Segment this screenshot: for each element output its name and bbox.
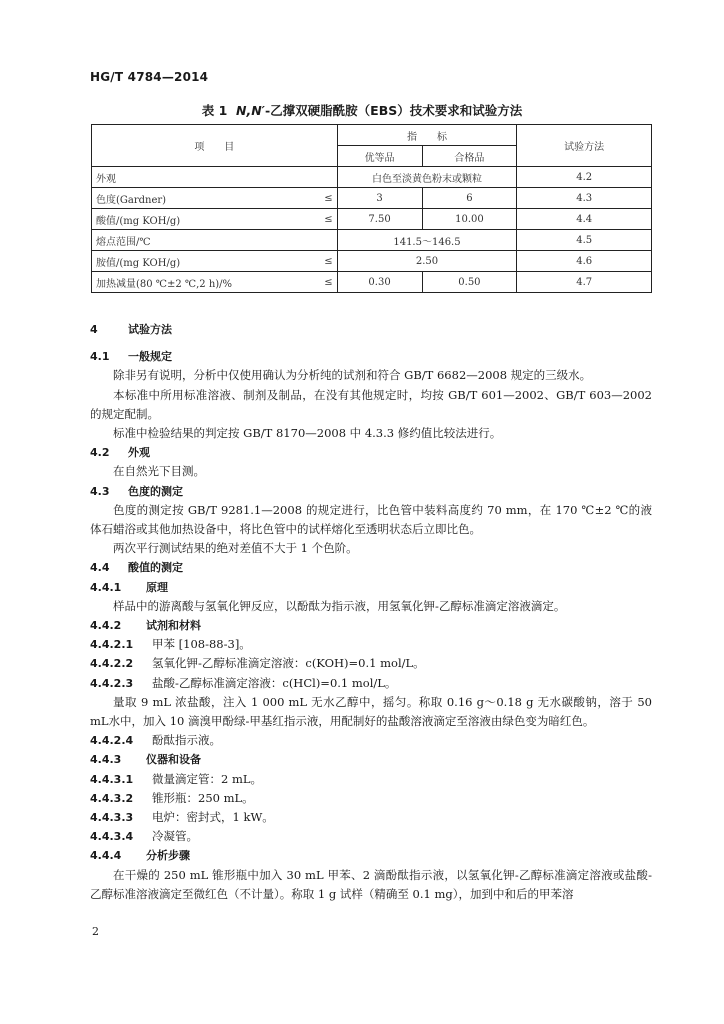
clause-number: 4.4.3.2 <box>90 791 134 805</box>
col-spec-header: 指 标 <box>337 125 517 146</box>
section-heading <box>90 347 652 366</box>
row-qualified-value: 0.50 <box>422 272 517 293</box>
section-number: 4.4 <box>90 561 110 575</box>
row-qualified-value: 6 <box>422 188 517 209</box>
paragraph: 在干燥的 250 mL 锥形瓶中加入 30 mL 甲苯、2 滴酚酞指示液，以氢氧化钾-乙醇标准滴定溶液或盐酸-乙醇标准溶液滴定至微红色（不计量）。称取 1 g 试样（精确至 0.1 mg），加到中和后的甲苯溶 <box>90 867 652 901</box>
row-item: 色度(Gardner) <box>92 188 314 209</box>
section-number: 4.1 <box>90 350 110 364</box>
table-row-color <box>92 188 652 209</box>
row-item: 胺值/(mg KOH/g) <box>92 251 314 272</box>
col-qualified-header: 合格品 <box>422 146 517 167</box>
clause <box>90 731 652 750</box>
document-body <box>90 318 652 904</box>
clause-text: 电炉：密封式，1 kW。 <box>152 810 274 825</box>
row-symbol: ≤ <box>313 272 337 293</box>
section-title: 酸值的测定 <box>128 561 183 575</box>
row-method: 4.7 <box>517 272 652 293</box>
table-row-melting-range <box>92 230 652 251</box>
col-superior-header: 优等品 <box>337 146 422 167</box>
row-superior-value: 0.30 <box>337 272 422 293</box>
row-superior-value: 7.50 <box>337 209 422 230</box>
row-item: 加热减量(80 ℃±2 ℃,2 h)/% <box>92 272 314 293</box>
row-qualified-value: 10.00 <box>422 209 517 230</box>
clause <box>90 674 652 693</box>
section-title: 一般规定 <box>128 350 172 364</box>
row-merged-value: 141.5～146.5 <box>337 230 517 251</box>
section-number: 4.4.2 <box>90 619 122 633</box>
row-symbol <box>313 167 337 188</box>
clause-text: 氢氧化钾-乙醇标准滴定溶液：c(KOH)=0.1 mol/L。 <box>152 656 425 671</box>
section-number: 4.3 <box>90 484 110 498</box>
spec-table <box>91 124 652 293</box>
section-number: 4.4.4 <box>90 849 122 863</box>
table-row-amine-value <box>92 251 652 272</box>
row-method: 4.2 <box>517 167 652 188</box>
row-item: 酸值/(mg KOH/g) <box>92 209 314 230</box>
paragraph: 两次平行测试结果的绝对差值不大于 1 个色阶。 <box>113 541 358 556</box>
clause-text: 锥形瓶：250 mL。 <box>152 790 254 805</box>
section-title: 分析步骤 <box>146 849 190 863</box>
subsection-heading <box>90 616 652 635</box>
clause-text: 冷凝管。 <box>152 829 198 844</box>
table-caption <box>0 101 724 119</box>
clause-number: 4.4.3.1 <box>90 772 134 786</box>
clause <box>90 770 652 789</box>
clause <box>90 654 652 673</box>
section-title: 仪器和设备 <box>146 753 201 767</box>
row-merged-value: 白色至淡黄色粉末或颗粒 <box>337 167 517 188</box>
clause-text: 盐酸-乙醇标准滴定溶液：c(HCl)=0.1 mol/L。 <box>152 675 397 690</box>
clause-number: 4.4.3.4 <box>90 830 134 844</box>
section-title: 色度的测定 <box>128 484 183 498</box>
table-caption-rest: -乙撑双硬脂酰胺（EBS）技术要求和试验方法 <box>264 103 523 118</box>
row-symbol <box>313 230 337 251</box>
table-caption-prefix: 表 1 <box>201 103 228 118</box>
subsection-heading <box>90 578 652 597</box>
section-number: 4.2 <box>90 446 110 460</box>
row-merged-value: 2.50 <box>337 251 517 272</box>
section-title: 外观 <box>128 446 150 460</box>
section-number: 4.4.3 <box>90 753 122 767</box>
clause <box>90 827 652 846</box>
subsection-heading <box>90 846 652 865</box>
clause-number: 4.4.2.2 <box>90 657 134 671</box>
clause <box>90 635 652 654</box>
clause <box>90 789 652 808</box>
paragraph: 标准中检验结果的判定按 GB/T 8170—2008 中 4.3.3 修约值比较法进行。 <box>113 426 502 441</box>
standard-code-header: HG/T 4784—2014 <box>90 70 209 84</box>
page-number: 2 <box>92 925 99 938</box>
table-row-heat-loss <box>92 272 652 293</box>
row-superior-value: 3 <box>337 188 422 209</box>
clause-text: 酚酞指示液。 <box>152 733 221 748</box>
row-item: 外观 <box>92 167 314 188</box>
section-heading <box>90 320 652 339</box>
row-method: 4.5 <box>517 230 652 251</box>
clause-text: 微量滴定管：2 mL。 <box>152 771 263 786</box>
paragraph: 样品中的游离酸与氢氧化钾反应，以酚酞为指示液，用氢氧化钾-乙醇标准滴定溶液滴定。 <box>113 598 566 613</box>
clause-text: 甲苯 [108-88-3]。 <box>152 637 251 652</box>
row-method: 4.3 <box>517 188 652 209</box>
row-method: 4.4 <box>517 209 652 230</box>
paragraph: 除非另有说明，分析中仅使用确认为分析纯的试剂和符合 GB/T 6682—2008 规定的三级水。 <box>113 368 592 383</box>
clause-number: 4.4.2.4 <box>90 734 134 748</box>
col-method-header: 试验方法 <box>517 125 652 167</box>
section-heading <box>90 443 652 462</box>
subsection-heading <box>90 750 652 769</box>
section-title: 试验方法 <box>128 323 172 336</box>
row-symbol: ≤ <box>313 188 337 209</box>
section-title: 原理 <box>146 580 168 594</box>
paragraph: 色度的测定按 GB/T 9281.1—2008 的规定进行，比色管中装料高度约 70 mm，在 170 ℃±2 ℃的液体石蜡浴或其他加热设备中，将比色管中的试样熔化至透明状态后立即比色。 <box>90 502 652 537</box>
row-symbol: ≤ <box>313 251 337 272</box>
section-number: 4 <box>90 323 98 336</box>
table-caption-italic: N,N′ <box>236 103 265 118</box>
paragraph: 量取 9 mL 浓盐酸，注入 1 000 mL 无水乙醇中，摇匀。称取 0.16 g～0.18 g 无水碳酸钠，溶于 50 mL水中，加入 10 滴溴甲酚绿-甲基红指示液，用配制好的盐酸溶液滴定至溶液由绿色变为暗红色。 <box>90 694 652 729</box>
clause <box>90 808 652 827</box>
row-item: 熔点范围/℃ <box>92 230 314 251</box>
section-heading <box>90 558 652 577</box>
section-heading <box>90 482 652 501</box>
clause-number: 4.4.3.3 <box>90 811 134 825</box>
clause-number: 4.4.2.3 <box>90 676 134 690</box>
row-symbol: ≤ <box>313 209 337 230</box>
table-row-acid-value <box>92 209 652 230</box>
table-header-row-1 <box>92 125 652 146</box>
paragraph: 在自然光下目测。 <box>113 464 205 479</box>
table-row-appearance <box>92 167 652 188</box>
col-item-header: 项 目 <box>92 125 338 167</box>
section-number: 4.4.1 <box>90 580 122 594</box>
paragraph: 本标准中所用标准溶液、制剂及制品，在没有其他规定时，均按 GB/T 601—2002、GB/T 603—2002 的规定配制。 <box>90 387 652 421</box>
section-title: 试剂和材料 <box>146 619 201 633</box>
row-method: 4.6 <box>517 251 652 272</box>
clause-number: 4.4.2.1 <box>90 638 134 652</box>
